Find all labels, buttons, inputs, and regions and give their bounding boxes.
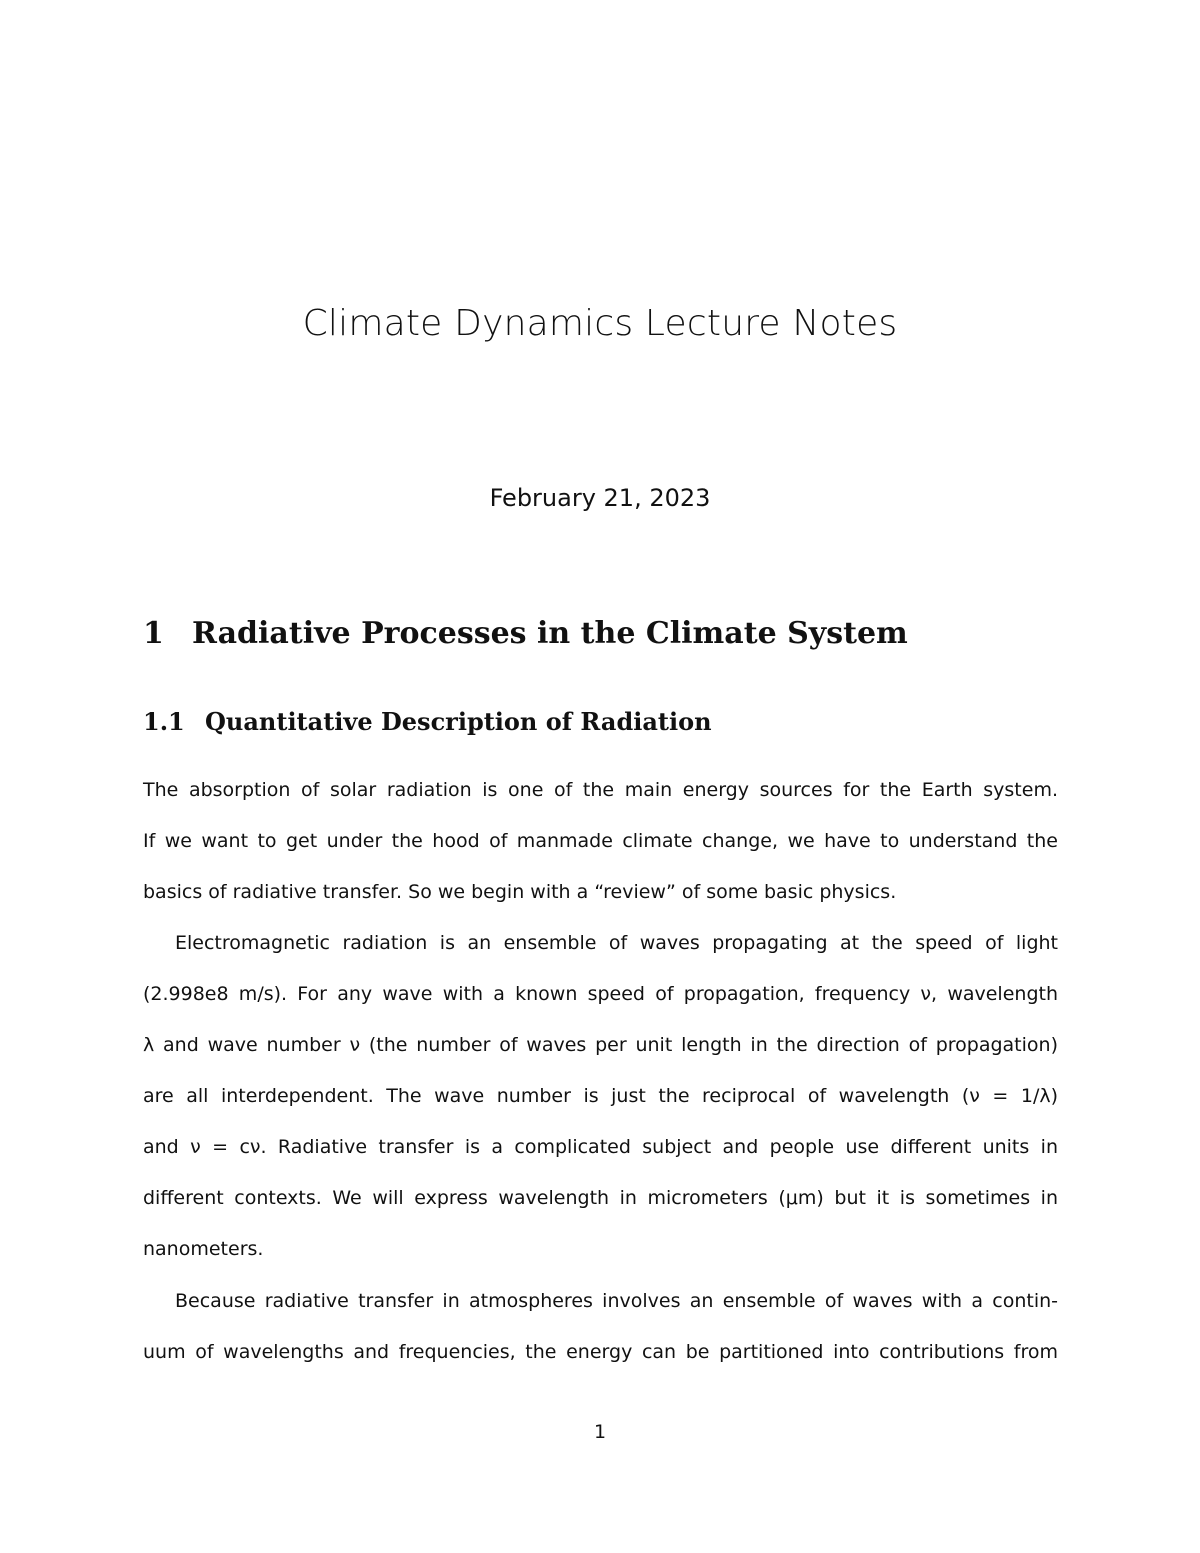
section-title: Radiative Processes in the Climate System bbox=[192, 616, 908, 651]
section-number: 1 bbox=[143, 616, 164, 651]
text-line: λ and wave number ν (the number of waves per unit length in the direction of propagation) bbox=[143, 1034, 1058, 1056]
text-line: basics of radiative transfer. So we begin with a “review” of some basic physics. bbox=[143, 881, 897, 903]
subsection-heading bbox=[143, 703, 712, 741]
text-line: and ν = cν. Radiative transfer is a complicated subject and people use different units in bbox=[143, 1136, 1058, 1158]
subsection-number: 1.1 bbox=[143, 707, 185, 736]
paragraph bbox=[143, 1276, 1058, 1378]
text-line: nanometers. bbox=[143, 1238, 264, 1260]
paragraph bbox=[143, 918, 1058, 1275]
paragraph bbox=[143, 765, 1058, 918]
text-line: The absorption of solar radiation is one of the main energy sources for the Earth system. bbox=[143, 779, 1058, 801]
document-title: Climate Dynamics Lecture Notes bbox=[302, 303, 898, 344]
text-line: Electromagnetic radiation is an ensemble of waves propagating at the speed of light bbox=[175, 932, 1058, 954]
document-date: February 21, 2023 bbox=[489, 484, 711, 512]
text-line: are all interdependent. The wave number is just the reciprocal of wavelength (ν = 1/λ) bbox=[143, 1085, 1058, 1107]
text-line: different contexts. We will express wavelength in micrometers (μm) but it is sometimes in bbox=[143, 1187, 1058, 1209]
text-line: Because radiative transfer in atmospheres involves an ensemble of waves with a contin- bbox=[175, 1290, 1058, 1312]
text-line: (2.998e8 m/s). For any wave with a known speed of propagation, frequency ν, wavelength bbox=[143, 983, 1058, 1005]
section-heading bbox=[143, 612, 908, 656]
page-number: 1 bbox=[593, 1421, 607, 1443]
text-line: uum of wavelengths and frequencies, the energy can be partitioned into contributions from bbox=[143, 1341, 1058, 1363]
text-line: If we want to get under the hood of manmade climate change, we have to understand the bbox=[143, 830, 1058, 852]
subsection-title: Quantitative Description of Radiation bbox=[205, 707, 712, 736]
